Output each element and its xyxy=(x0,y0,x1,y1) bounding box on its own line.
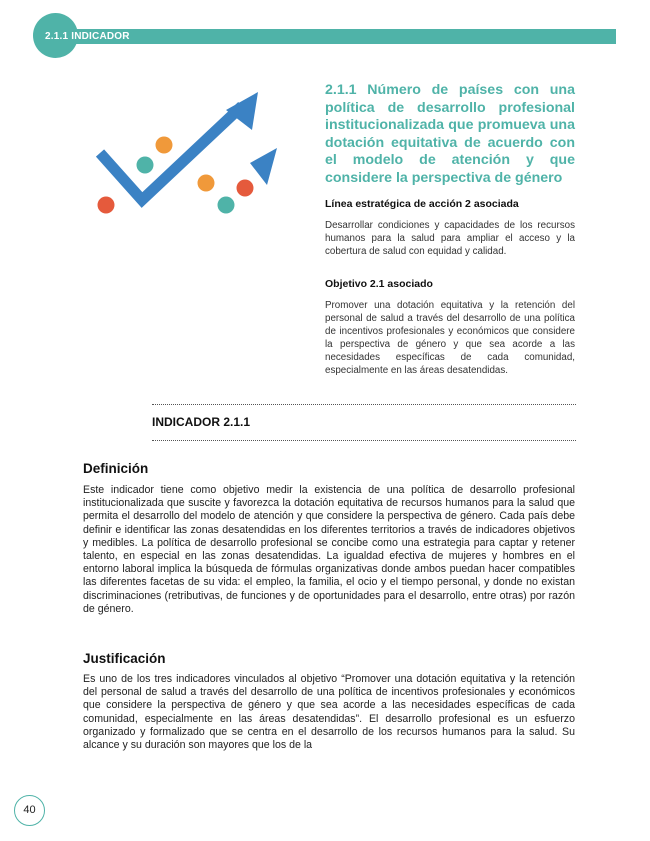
definicion-heading: Definición xyxy=(83,461,149,476)
dot-red xyxy=(237,180,254,197)
checkmark-arrow-chart-icon xyxy=(92,88,292,228)
dot-red xyxy=(98,197,115,214)
arrow-head-small xyxy=(250,148,277,185)
definicion-text: Este indicador tiene como objetivo medir la existencia de una política de desarrollo profesional institucionalizada que suscite y favorezca la dotación equitativa de recursos humanos para la salud que permita el desarrollo del modelo de atención y que considere la perspectiva de género. Cada país debe definir e identificar las zonas desatendidas en los diferentes territorios a través de indicadores objetivos y medibles. La política de desarrollo profesional se concibe como una estrategia para captar y retener talento, en especial en las zonas desatendidas. La igualdad efectiva de mujeres y hombres en el entorno laboral implica la búsqueda de fórmulas organizativas donde ambos puedan hacer compatibles las diferentes facetas de su vida: el empleo, la familia, el ocio y el tiempo personal, y donde no existan discriminaciones (retributivas, de funciones y de oportunidades para el desarrollo, entre otras) por razón de género. xyxy=(83,484,575,615)
dot-orange xyxy=(198,175,215,192)
objetivo-text: Promover una dotación equitativa y la retención del personal de salud a través del desarrollo de una política de incentivos profesionales y económicos que considere la perspectiva de género y que sea acorde a las necesidades específicas de cada comunidad, especialmente en las áreas desatendidas. xyxy=(325,300,575,376)
indicator-label: INDICADOR 2.1.1 xyxy=(152,415,251,429)
justificacion-heading: Justificación xyxy=(83,651,166,666)
objetivo-heading: Objetivo 2.1 asociado xyxy=(325,278,433,290)
divider-top xyxy=(152,404,576,405)
linea-estrategica-text: Desarrollar condiciones y capacidades de los recursos humanos para la salud para ampliar el acceso y la cobertura de salud con equidad y calidad. xyxy=(325,220,575,257)
dot-teal xyxy=(218,197,235,214)
dot-orange xyxy=(156,137,173,154)
arrow-head-large xyxy=(226,92,258,130)
header-label: 2.1.1 INDICADOR xyxy=(45,31,130,42)
linea-estrategica-heading: Línea estratégica de acción 2 asociada xyxy=(325,198,519,210)
justificacion-text: Es uno de los tres indicadores vinculados al objetivo “Promover una dotación equitativa y la retención del personal de salud a través del desarrollo de una política de incentivos profesionales y económicos que considere la perspectiva de género y que sea acorde a las necesidades específicas de cada comunidad, especialmente en las áreas desatendidas”. El desarrollo profesional es un esfuerzo organizado y formalizado que se centra en el desarrollo de los recursos humanos para la salud. Su alcance y su duración son mayores que los de la xyxy=(83,673,575,752)
page-number: 40 xyxy=(23,804,36,816)
arrow-line xyxy=(100,106,242,200)
indicator-title: 2.1.1 Número de países con una política de desarrollo profesional institucionalizada que promueva una dotación equitativa de acuerdo con el modelo de atención y que considere la perspectiva de género xyxy=(325,82,575,186)
dot-teal xyxy=(137,157,154,174)
divider-bottom xyxy=(152,440,576,441)
